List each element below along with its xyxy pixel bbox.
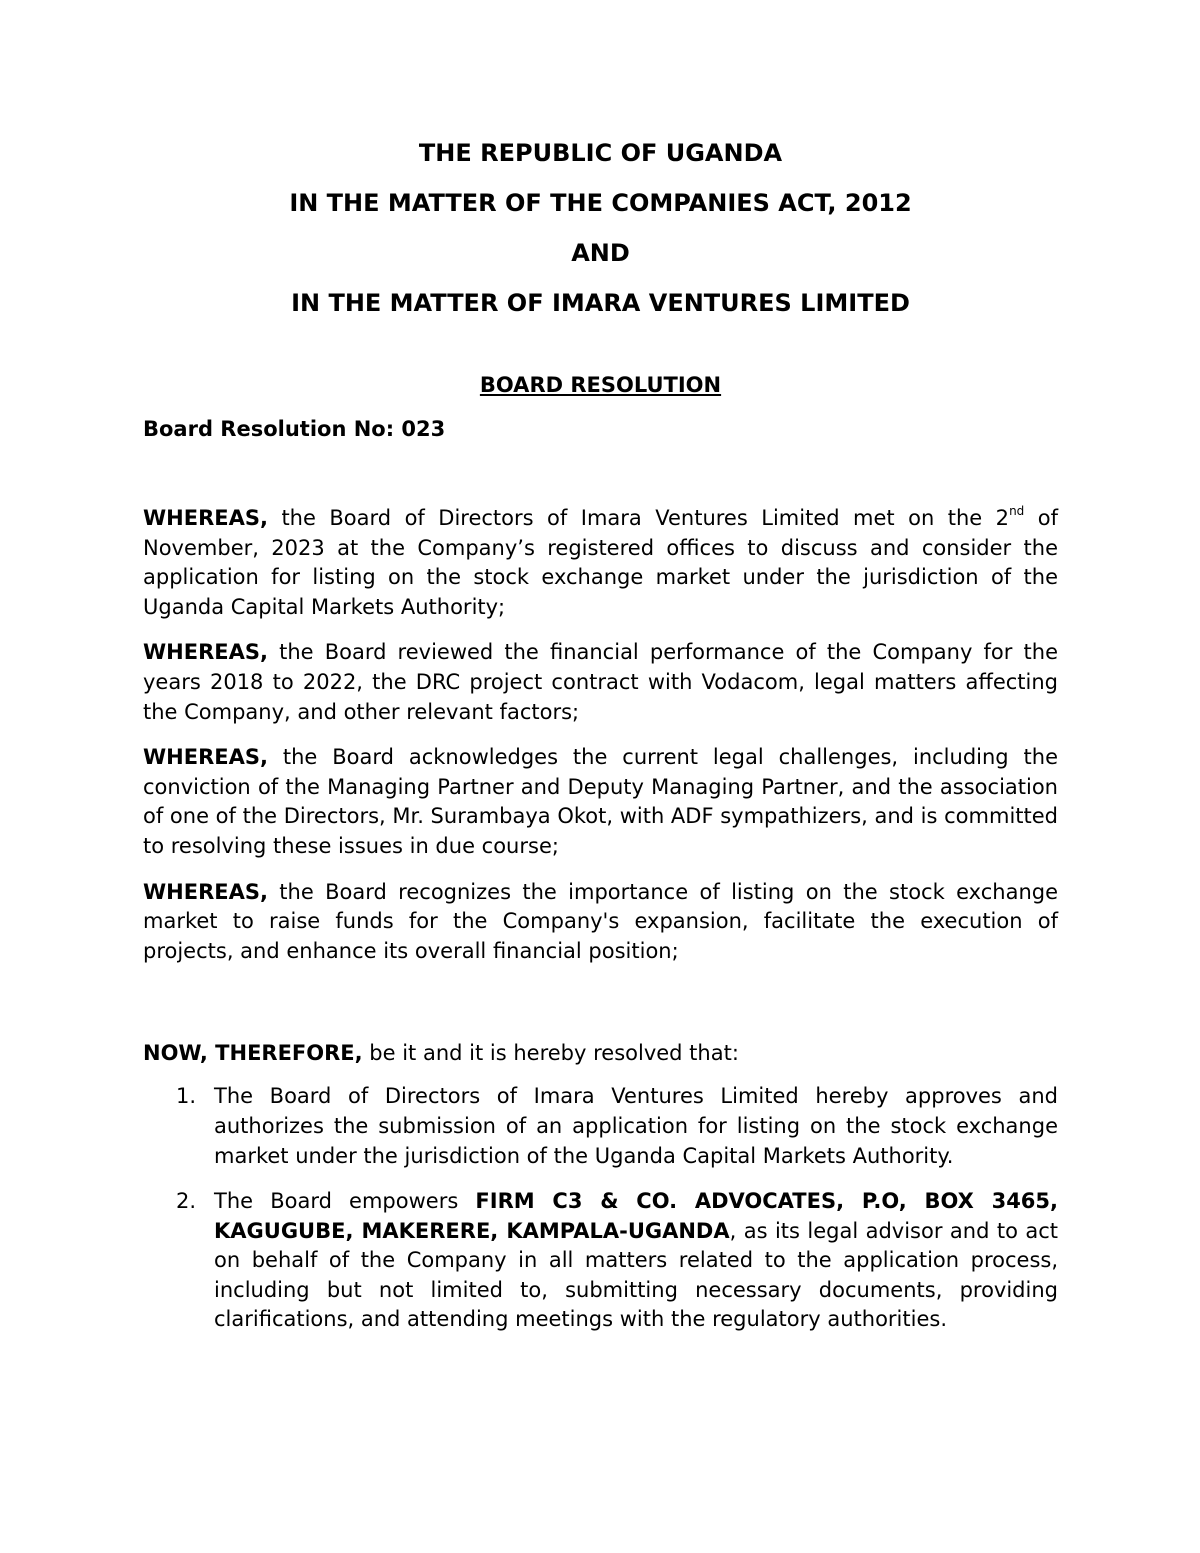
resolution-list (143, 1082, 1058, 1335)
whereas-clause (143, 743, 1058, 861)
whereas-label: WHEREAS, (143, 506, 268, 530)
resolution-number: Board Resolution No: 023 (143, 417, 446, 441)
whereas-label: WHEREAS, (143, 745, 268, 770)
whereas-text: the Board recognizes the importance of listing on the stock exchange market to raise funds for the Company's expansion, facilitate the execution of projects, and enhance its overall financial position; (143, 879, 1058, 963)
list-item-text-continued: , as its legal advisor and to act on behalf of the Company in all matters related to the application process, including but not limited to, submitting necessary documents, providing clarifications, and attending meetings with the regulatory authorities. (214, 1218, 1058, 1332)
whereas-text: the Board acknowledges the current legal challenges, including the conviction of the Managing Partner and Deputy Managing Partner, and the association of one of the Directors, Mr. Surambaya Okot, with ADF sympathizers, and is committed to resolving these issues in due course; (143, 745, 1058, 858)
whereas-text: the Board of Directors of Imara Ventures Limited met on the 2 (267, 506, 1010, 530)
whereas-label: WHEREAS, (143, 640, 268, 665)
ordinal-suffix: nd (1009, 504, 1025, 518)
whereas-clause (143, 638, 1058, 727)
document-body (143, 138, 1058, 1335)
header-imara-ventures: IN THE MATTER OF IMARA VENTURES LIMITED (291, 289, 910, 317)
now-therefore-clause (143, 1038, 1058, 1068)
list-item-text: The Board empowers (214, 1189, 476, 1214)
list-number: 1. (176, 1084, 197, 1109)
list-item (143, 1082, 1058, 1171)
header-republic: THE REPUBLIC OF UGANDA (418, 139, 783, 167)
header-companies-act: IN THE MATTER OF THE COMPANIES ACT, 2012 (289, 189, 912, 217)
document-header (143, 138, 1058, 318)
list-item-text: The Board of Directors of Imara Ventures Limited hereby approves and authorizes the submission of an application for listing on the stock exchange market under the jurisdiction of the Uganda Capital Markets Authority. (214, 1084, 1058, 1168)
whereas-clause (143, 504, 1058, 622)
header-and: AND (571, 239, 630, 267)
whereas-label: WHEREAS, (143, 879, 268, 904)
now-therefore-text: be it and it is hereby resolved that: (362, 1041, 739, 1066)
now-therefore-label: NOW, THEREFORE, (143, 1041, 363, 1066)
list-item (143, 1187, 1058, 1335)
document-title: BOARD RESOLUTION (479, 373, 722, 397)
whereas-clause (143, 878, 1058, 967)
whereas-text: the Board reviewed the financial performance of the Company for the years 2018 to 2022, the DRC project contract with Vodacom, legal matters affecting the Company, and other relevant factors; (143, 640, 1058, 724)
whereas-text-continued: of November, 2023 at the Company’s registered offices to discuss and consider the application for listing on the stock exchange market under the jurisdiction of the Uganda Capital Markets Authority; (143, 506, 1059, 619)
list-number: 2. (176, 1189, 197, 1214)
legal-advisor-name: FIRM C3 & CO. ADVOCATES, P.O, BOX 3465, KAGUGUBE, MAKERERE, KAMPALA-UGANDA (214, 1189, 1059, 1243)
